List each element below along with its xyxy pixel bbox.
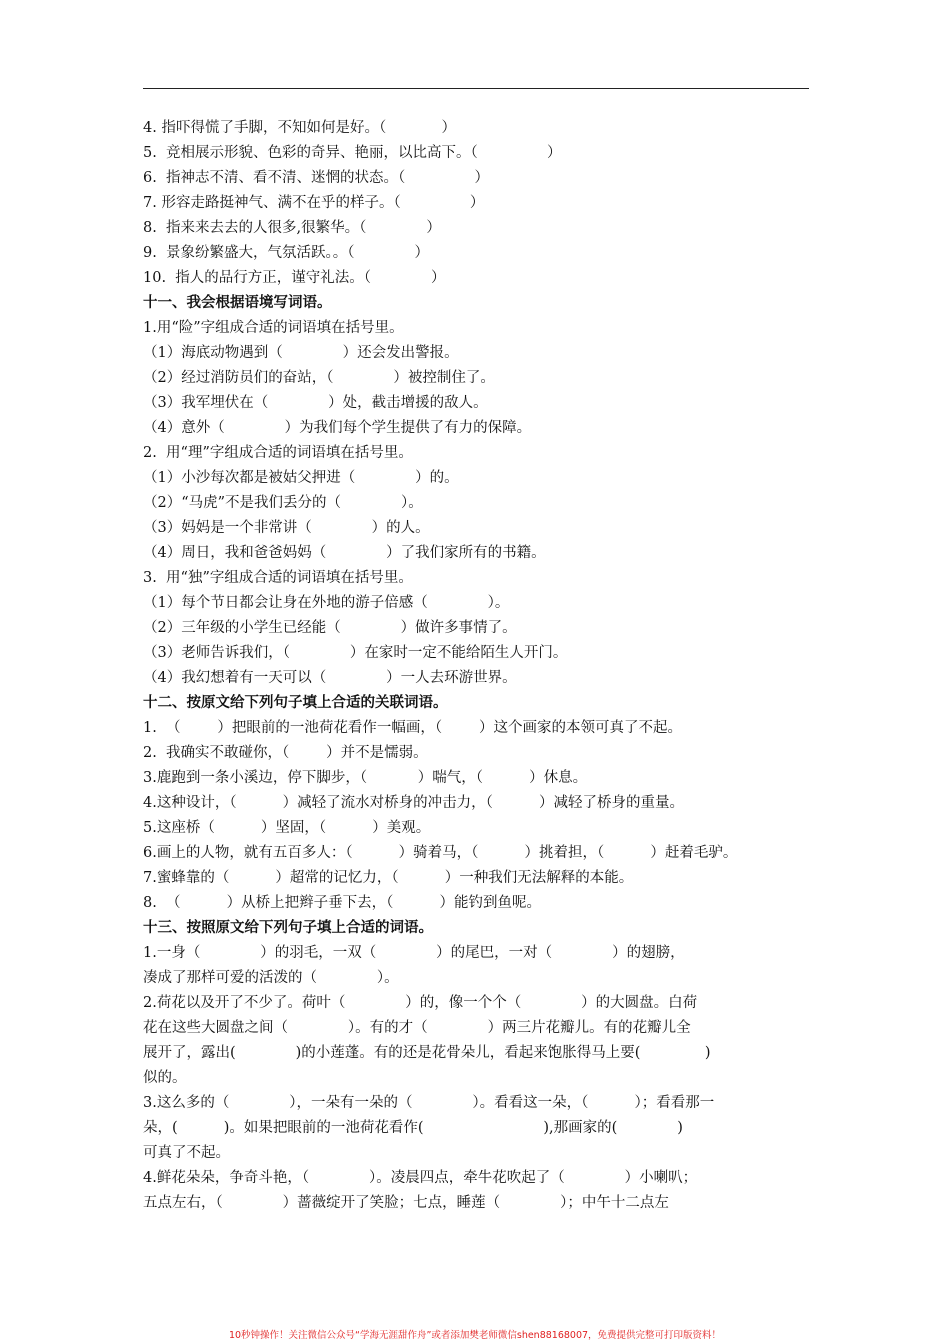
section-heading-11: 十一、我会根据语境写词语。 — [143, 294, 332, 311]
section-heading-12: 十二、按原文给下列句子填上合适的关联词语。 — [143, 694, 448, 711]
line-28: 4.这种设计，（ ）减轻了流水对桥身的冲击力，（ ）减轻了桥身的重量。 — [143, 795, 685, 811]
line-34: 1.一身（ ）的羽毛，一双（ ）的尾巴，一对（ ）的翅膀， — [143, 945, 685, 961]
line-5: 8. 指来来去去的人很多,很繁华。（ ） — [143, 220, 441, 236]
line-13: （4）意外（ ）为我们每个学生提供了有力的保障。 — [143, 420, 532, 436]
promo-footer: 10秒钟操作！关注微信公众号“学海无涯甜作舟”或者添加樊老师微信shen88168007，免费提供完整可打印版资料！ — [228, 1330, 722, 1341]
line-14: 2. 用“理”字组成合适的词语填在括号里。 — [143, 445, 413, 461]
line-23: （4）我幻想着有一天可以（ ）一人去环游世界。 — [143, 670, 517, 686]
line-2: 5. 竞相展示形貌、色彩的奇异、艳丽，以比高下。（ ） — [143, 145, 562, 161]
line-4: 7. 形容走路挺神气、满不在乎的样子。（ ） — [143, 195, 485, 211]
line-32: 8. （ ）从桥上把辫子垂下去，（ ）能钓到鱼呢。 — [143, 895, 541, 911]
line-42: 可真了不起。 — [143, 1145, 230, 1161]
line-9: 1.用“险”字组成合适的词语填在括号里。 — [143, 320, 404, 336]
line-12: （3）我军埋伏在（ ）处，截击增援的敌人。 — [143, 395, 488, 411]
line-29: 5.这座桥（ ）坚固，（ ）美观。 — [143, 820, 431, 836]
line-43: 4.鲜花朵朵，争奇斗艳，（ ）。凌晨四点，牵牛花吹起了（ ）小喇叭； — [143, 1170, 698, 1186]
line-35: 凑成了那样可爱的活泼的（ ）。 — [143, 970, 399, 986]
line-16: （2）“马虎”不是我们丢分的（ ）。 — [143, 495, 423, 511]
line-37: 花在这些大圆盘之间（ ）。有的才（ ）两三片花瓣儿。有的花瓣儿全 — [143, 1020, 691, 1036]
section-heading-13: 十三、按照原文给下列句子填上合适的词语。 — [143, 919, 433, 936]
line-10: （1）海底动物遇到（ ）还会发出警报。 — [143, 345, 459, 361]
line-1: 4. 指吓得慌了手脚，不知如何是好。（ ） — [143, 120, 457, 136]
line-3: 6. 指神志不清、看不清、迷惘的状态。（ ） — [143, 170, 489, 186]
line-27: 3.鹿跑到一条小溪边，停下脚步，（ ）喘气，（ ）休息。 — [143, 770, 588, 786]
line-39: 似的。 — [143, 1070, 187, 1086]
line-31: 7.蜜蜂靠的（ ）超常的记忆力，（ ）一种我们无法解释的本能。 — [143, 870, 634, 886]
line-26: 2. 我确实不敢碰你，（ ）并不是懦弱。 — [143, 745, 428, 761]
line-21: （2）三年级的小学生已经能（ ）做许多事情了。 — [143, 620, 517, 636]
line-40: 3.这么多的（ ），一朵有一朵的（ ）。看看这一朵，（ ）；看看那一 — [143, 1095, 715, 1111]
line-41: 朵，( )。如果把眼前的一池荷花看作( ),那画家的( ) — [143, 1120, 683, 1136]
line-6: 9. 景象纷繁盛大，气氛活跃。。（ ） — [143, 245, 429, 261]
line-17: （3）妈妈是一个非常讲（ ）的人。 — [143, 520, 430, 536]
line-11: （2）经过消防员们的奋站，（ ）被控制住了。 — [143, 370, 495, 386]
line-36: 2.荷花以及开了不少了。荷叶（ ）的，像一个个（ ）的大圆盘。白荷 — [143, 995, 698, 1011]
line-7: 10. 指人的品行方正，谨守礼法。（ ） — [143, 270, 446, 286]
line-25: 1. （ ）把眼前的一池荷花看作一幅画，（ ）这个画家的本领可真了不起。 — [143, 720, 683, 736]
line-18: （4）周日，我和爸爸妈妈（ ）了我们家所有的书籍。 — [143, 545, 546, 561]
line-19: 3. 用“独”字组成合适的词语填在括号里。 — [143, 570, 413, 586]
line-30: 6.画上的人物，就有五百多人：（ ）骑着马，（ ）挑着担，（ ）赶着毛驴。 — [143, 845, 738, 861]
line-15: （1）小沙每次都是被姑父押进（ ）的。 — [143, 470, 459, 486]
line-38: 展开了，露出( )的小莲蓬。有的还是花骨朵儿，看起来饱胀得马上要( ) — [143, 1045, 711, 1061]
line-22: （3）老师告诉我们，（ ）在家时一定不能给陌生人开门。 — [143, 645, 568, 661]
header-rule — [143, 88, 809, 89]
line-44: 五点左右，（ ）蔷薇绽开了笑脸；七点，睡莲（ ）；中午十二点左 — [143, 1195, 669, 1211]
line-20: （1）每个节日都会让身在外地的游子倍感（ ）。 — [143, 595, 510, 611]
